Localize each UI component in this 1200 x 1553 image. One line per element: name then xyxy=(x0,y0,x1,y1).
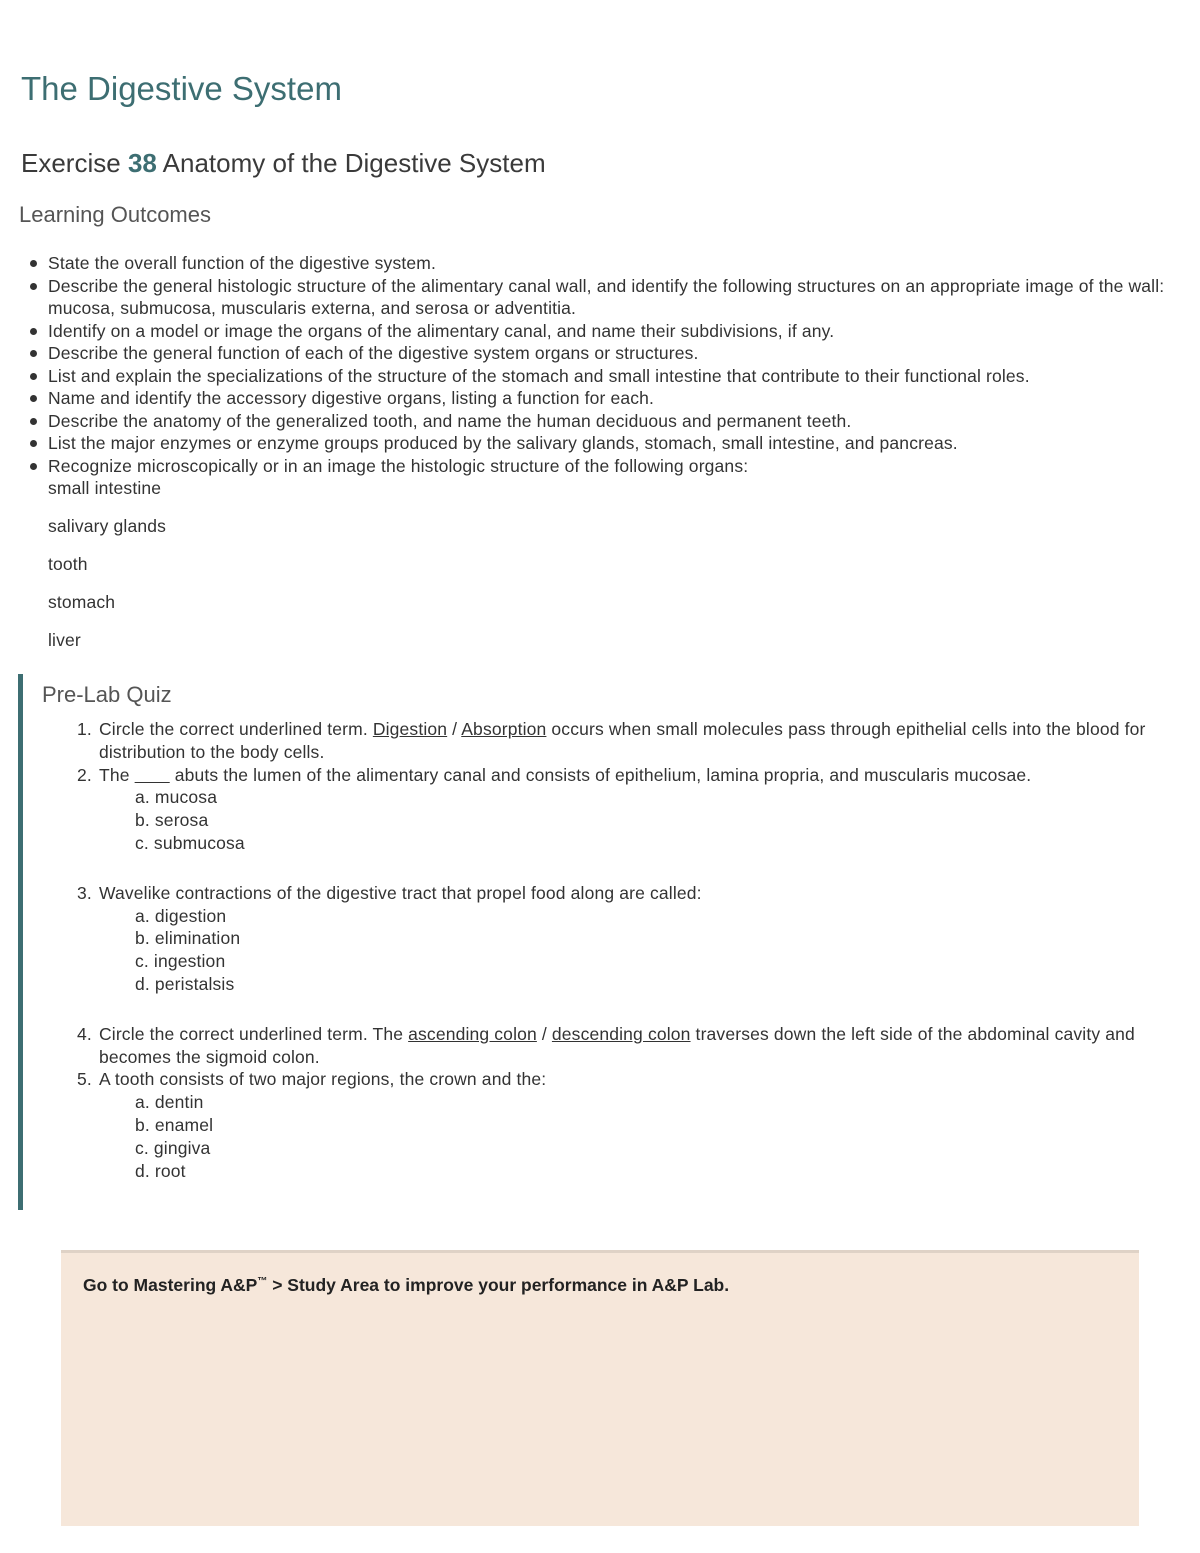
question-text-pre: The xyxy=(99,764,135,785)
term-separator: / xyxy=(447,719,462,739)
term-option[interactable]: Absorption xyxy=(461,719,547,739)
answer-choice[interactable]: c. submucosa xyxy=(135,832,245,853)
question-number: 1. xyxy=(77,719,92,739)
outcome-item xyxy=(48,455,1168,652)
answer-choice[interactable]: b. elimination xyxy=(135,928,241,949)
question-text-post: occurs when small molecules pass through epithelial cells into the blood for distribution to the body cells. xyxy=(99,719,1146,762)
question-text-post: traverses down the left side of the abdominal cavity and becomes the sigmoid colon. xyxy=(99,1023,1135,1067)
outcome-item: Describe the general function of each of the digestive system organs or structures. xyxy=(48,342,1168,365)
term-option[interactable]: ascending colon xyxy=(408,1023,537,1044)
quiz-question xyxy=(77,1023,1159,1069)
answer-choice[interactable]: b. serosa xyxy=(135,810,209,831)
outcome-item: Describe the anatomy of the generalized tooth, and name the human deciduous and permanent teeth. xyxy=(48,410,1168,433)
answer-choice[interactable]: c. ingestion xyxy=(135,951,226,972)
prelab-quiz xyxy=(18,674,1168,1210)
question-text xyxy=(99,1023,1159,1069)
organ-item: stomach xyxy=(48,592,116,612)
question-text: A tooth consists of two major regions, the crown and the: xyxy=(99,1069,547,1090)
term-option[interactable]: descending colon xyxy=(551,1023,691,1044)
question-text-pre: Circle the correct underlined term. xyxy=(99,719,373,739)
outcome-item: Identify on a model or image the organs of the alimentary canal, and name their subdivisions, if any. xyxy=(48,320,1168,343)
choice-list xyxy=(135,1091,1159,1182)
answer-choice[interactable]: a. digestion xyxy=(135,905,227,926)
answer-choice[interactable]: c. gingiva xyxy=(135,1137,211,1158)
question-text: Wavelike contractions of the digestive tract that propel food along are called: xyxy=(99,882,702,903)
answer-choice[interactable]: a. dentin xyxy=(135,1092,204,1113)
organ-item: small intestine xyxy=(48,478,162,498)
exercise-title xyxy=(21,148,546,179)
quiz-question-list xyxy=(77,718,1159,1182)
organ-item: tooth xyxy=(48,554,88,574)
question-text-post: abuts the lumen of the alimentary canal and consists of epithelium, lamina propria, and muscularis mucosae. xyxy=(169,764,1032,785)
mastering-text-pre: Go to Mastering A&P xyxy=(83,1275,258,1295)
quiz-question xyxy=(77,1068,1159,1182)
page-title: The Digestive System xyxy=(21,70,342,107)
question-text xyxy=(99,718,1159,764)
organ-list xyxy=(48,477,1168,652)
exercise-number: 38 xyxy=(127,148,157,178)
quiz-question xyxy=(77,718,1159,764)
answer-choice[interactable]: d. root xyxy=(135,1160,186,1181)
question-number: 4. xyxy=(77,1023,92,1044)
learning-outcomes-list xyxy=(48,252,1168,667)
question-number: 3. xyxy=(77,882,92,903)
quiz-question xyxy=(77,764,1159,855)
outcome-item: List and explain the specializations of the structure of the stomach and small intestine that contribute to their functional roles. xyxy=(48,365,1168,388)
choice-list xyxy=(135,905,1159,996)
exercise-name: Anatomy of the Digestive System xyxy=(162,148,546,178)
mastering-text-post: > Study Area to improve your performance in A&P Lab. xyxy=(267,1275,730,1295)
outcome-item-text: Recognize microscopically or in an image the histologic structure of the following organs: xyxy=(48,455,749,476)
mastering-callout-text xyxy=(83,1275,729,1296)
outcome-item: Name and identify the accessory digestive organs, listing a function for each. xyxy=(48,387,1168,410)
answer-choice[interactable]: d. peristalsis xyxy=(135,973,235,994)
question-number: 2. xyxy=(77,764,92,785)
term-separator: / xyxy=(536,1023,552,1044)
quiz-question xyxy=(77,882,1159,996)
question-number: 5. xyxy=(77,1069,92,1090)
outcome-item: Describe the general histologic structure of the alimentary canal wall, and identify the following structures on an appropriate image of the wall: mucosa, submucosa, muscularis externa, and serosa or adventitia. xyxy=(48,275,1168,320)
trademark-symbol: ™ xyxy=(257,1276,268,1288)
question-text xyxy=(99,764,1159,787)
outcome-item: List the major enzymes or enzyme groups produced by the salivary glands, stomach, small intestine, and pancreas. xyxy=(48,432,1168,455)
organ-item: salivary glands xyxy=(48,516,166,536)
exercise-label: Exercise xyxy=(21,148,121,178)
answer-blank[interactable] xyxy=(135,765,170,785)
outcome-item: State the overall function of the digestive system. xyxy=(48,252,1168,275)
prelab-quiz-heading: Pre-Lab Quiz xyxy=(42,682,172,707)
mastering-callout xyxy=(61,1250,1139,1526)
question-text-pre: Circle the correct underlined term. The xyxy=(99,1023,409,1044)
answer-choice[interactable]: b. enamel xyxy=(135,1114,214,1135)
choice-list xyxy=(135,786,1159,854)
learning-outcomes-heading: Learning Outcomes xyxy=(19,202,211,227)
organ-item: liver xyxy=(48,630,81,650)
answer-choice[interactable]: a. mucosa xyxy=(135,787,218,808)
term-option[interactable]: Digestion xyxy=(372,719,448,739)
